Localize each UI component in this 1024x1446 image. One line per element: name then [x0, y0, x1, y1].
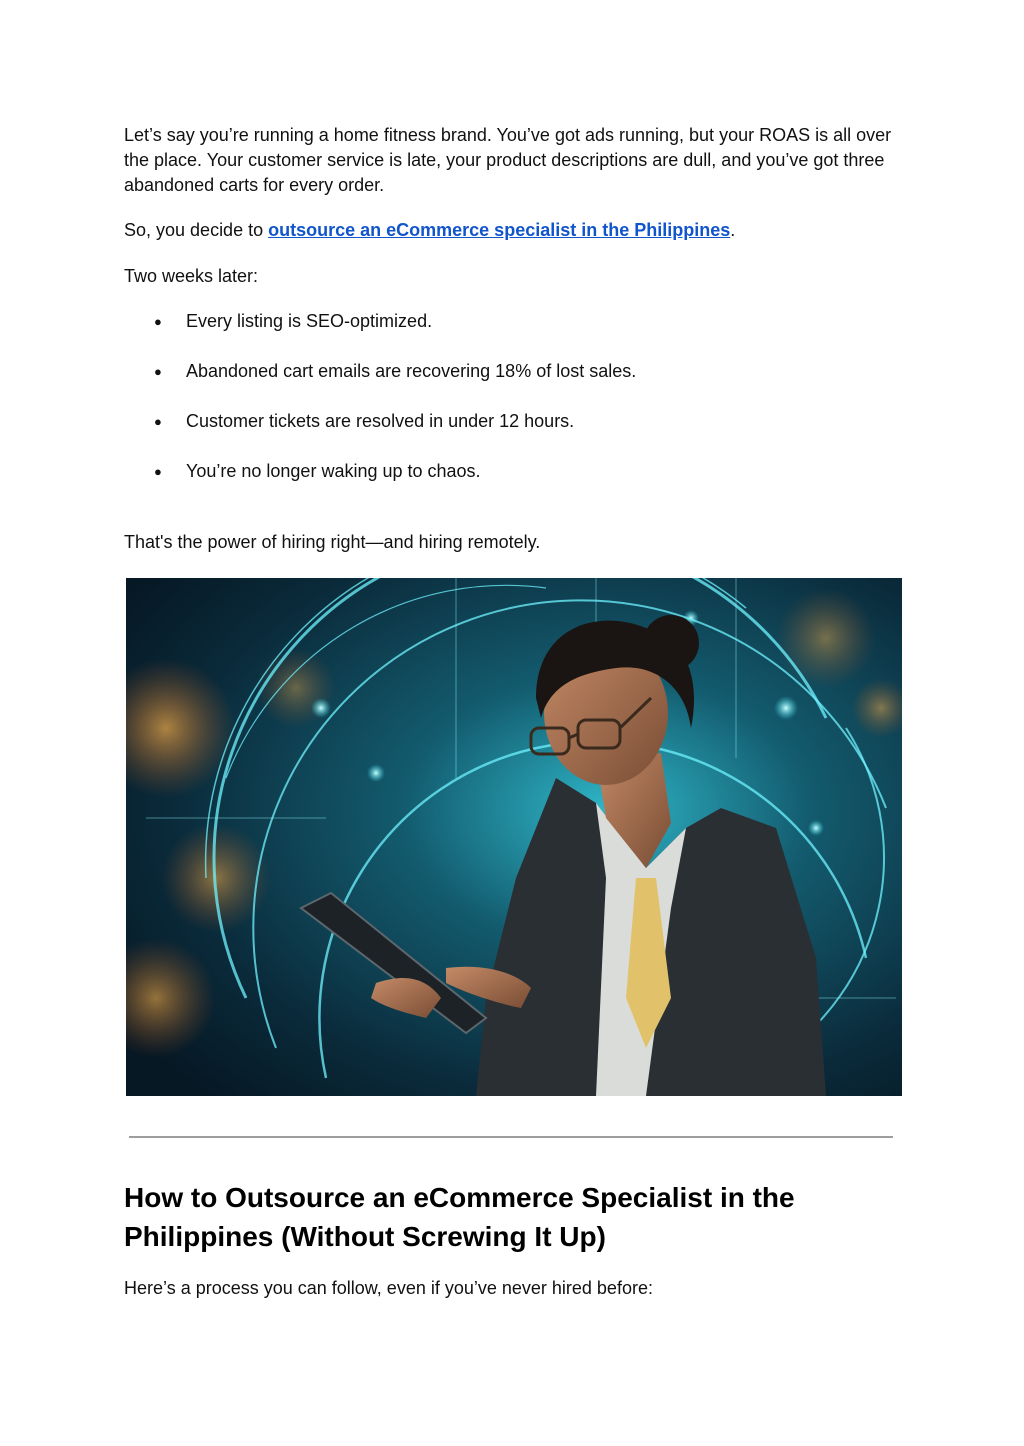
horizontal-divider	[129, 1136, 893, 1138]
bullet-icon: ●	[154, 314, 162, 329]
decision-prefix: So, you decide to	[124, 220, 269, 240]
intro-paragraph: Let’s say you’re running a home fitness brand. You’ve got ads running, but your ROAS is all over the place. Your customer service is late, your product descriptions are dull, and you’ve got three abandoned carts for every order.	[124, 125, 892, 195]
list-item	[124, 359, 904, 409]
process-intro-text: Here’s a process you can follow, even if you’ve never hired before:	[124, 1278, 653, 1298]
bullet-icon: ●	[154, 414, 162, 429]
list-item-text: Customer tickets are resolved in under 12 hours.	[186, 411, 575, 431]
section-heading: How to Outsource an eCommerce Specialist in the Philippines (Without Screwing It Up)	[124, 1182, 795, 1252]
two-weeks-later-text: Two weeks later:	[124, 266, 259, 286]
power-paragraph: That's the power of hiring right—and hiring remotely.	[124, 532, 541, 552]
decision-suffix: .	[730, 220, 736, 240]
decision-paragraph	[124, 218, 904, 243]
list-item-text: Every listing is SEO-optimized.	[186, 311, 433, 331]
bullet-icon: ●	[154, 464, 162, 479]
list-item	[124, 409, 904, 459]
results-list	[124, 309, 904, 509]
list-item	[124, 459, 904, 509]
list-item-text: Abandoned cart emails are recovering 18% of lost sales.	[186, 361, 637, 381]
outsource-specialist-link[interactable]: outsource an eCommerce specialist in the Philippines	[268, 220, 731, 240]
list-item	[124, 309, 904, 359]
list-item-text: You’re no longer waking up to chaos.	[186, 461, 481, 481]
bullet-icon: ●	[154, 364, 162, 379]
woman-with-tablet-illustration	[126, 578, 902, 1096]
hero-image	[126, 578, 902, 1096]
